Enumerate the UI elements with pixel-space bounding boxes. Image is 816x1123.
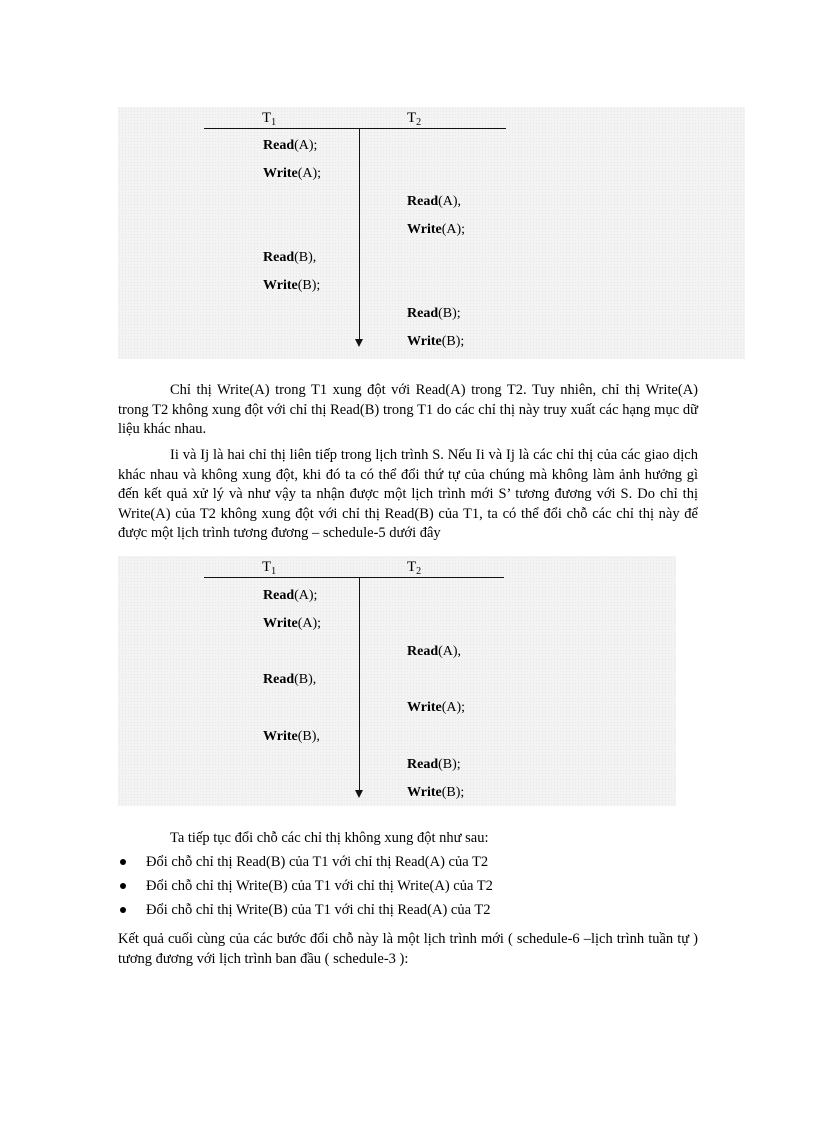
list-item: Đổi chỗ chỉ thị Write(B) của T1 với chỉ thị Read(A) của T2: [118, 901, 493, 920]
timeline-arrow-icon: [355, 339, 363, 347]
schedule-figure-1: [118, 107, 745, 359]
paragraph-continue: Ta tiếp tục đổi chỗ các chỉ thị không xung đột như sau:: [170, 830, 489, 846]
bullet-icon: [120, 859, 126, 865]
op-write-a-t1: Write(A);: [263, 166, 322, 181]
op-read-a-t2: Read(A),: [407, 194, 462, 209]
op-read-b-t2: Read(B);: [407, 306, 461, 321]
timeline-divider: [359, 128, 360, 340]
swap-steps-list: [118, 853, 493, 925]
header-t2: $T_2$: [407, 559, 422, 577]
op-read-a-t1: Read(A);: [263, 138, 318, 153]
op-read-b-t2: Read(B);: [407, 757, 461, 772]
list-item: Đổi chỗ chỉ thị Read(B) của T1 với chỉ thị Read(A) của T2: [118, 853, 493, 872]
timeline-header-line: [204, 128, 506, 129]
header-t1: $T_1$: [262, 559, 277, 577]
op-write-b-t2: Write(B);: [407, 334, 465, 349]
paragraph-swap-explanation: Ii và Ij là hai chỉ thị liên tiếp trong lịch trình S. Nếu Ii và Ij là các chỉ thị của các giao dịch khác nhau và không xung đột, khi đó ta có thể đổi thứ tự của chúng mà không làm ảnh hưởng gì đến kết quả xử lý và như vậy ta nhận được một lịch trình mới S’ tương đương với S. Do chỉ thị Write(A) của T2 không xung đột với chỉ thị Read(B) của T1, ta có thể đổi chỗ các chỉ thị này để được một lịch trình tương đương – schedule-5 dưới đây: [118, 447, 698, 541]
op-read-a-t2: Read(A),: [407, 644, 462, 659]
header-t1: $T_1$: [262, 110, 277, 128]
op-write-b-t2: Write(B);: [407, 785, 465, 800]
op-write-b-t1: Write(B),: [263, 729, 320, 744]
paragraph-result: Kết quả cuối cùng của các bước đổi chỗ này là một lịch trình mới ( schedule-6 –lịch trình tuần tự ) tương đương với lịch trình ban đầu ( schedule-3 ):: [118, 931, 698, 967]
paragraph-conflict: Chỉ thị Write(A) trong T1 xung đột với Read(A) trong T2. Tuy nhiên, chỉ thị Write(A) trong T2 không xung đột với chỉ thị Read(B) trong T1 do các chỉ thị này truy xuất các hạng mục dữ liệu khác nhau.: [118, 382, 698, 437]
list-item: Đổi chỗ chỉ thị Write(B) của T1 với chỉ thị Write(A) của T2: [118, 877, 493, 896]
header-t2: $T_2$: [407, 110, 422, 128]
bullet-icon: [120, 907, 126, 913]
op-write-a-t2: Write(A);: [407, 700, 466, 715]
op-read-a-t1: Read(A);: [263, 588, 318, 603]
timeline-arrow-icon: [355, 790, 363, 798]
schedule-figure-2: [118, 556, 676, 806]
bullet-icon: [120, 883, 126, 889]
timeline-divider: [359, 577, 360, 791]
op-write-a-t1: Write(A);: [263, 616, 322, 631]
op-read-b-t1: Read(B),: [263, 250, 317, 265]
timeline-header-line: [204, 577, 504, 578]
op-read-b-t1: Read(B),: [263, 672, 317, 687]
op-write-a-t2: Write(A);: [407, 222, 466, 237]
op-write-b-t1: Write(B);: [263, 278, 321, 293]
